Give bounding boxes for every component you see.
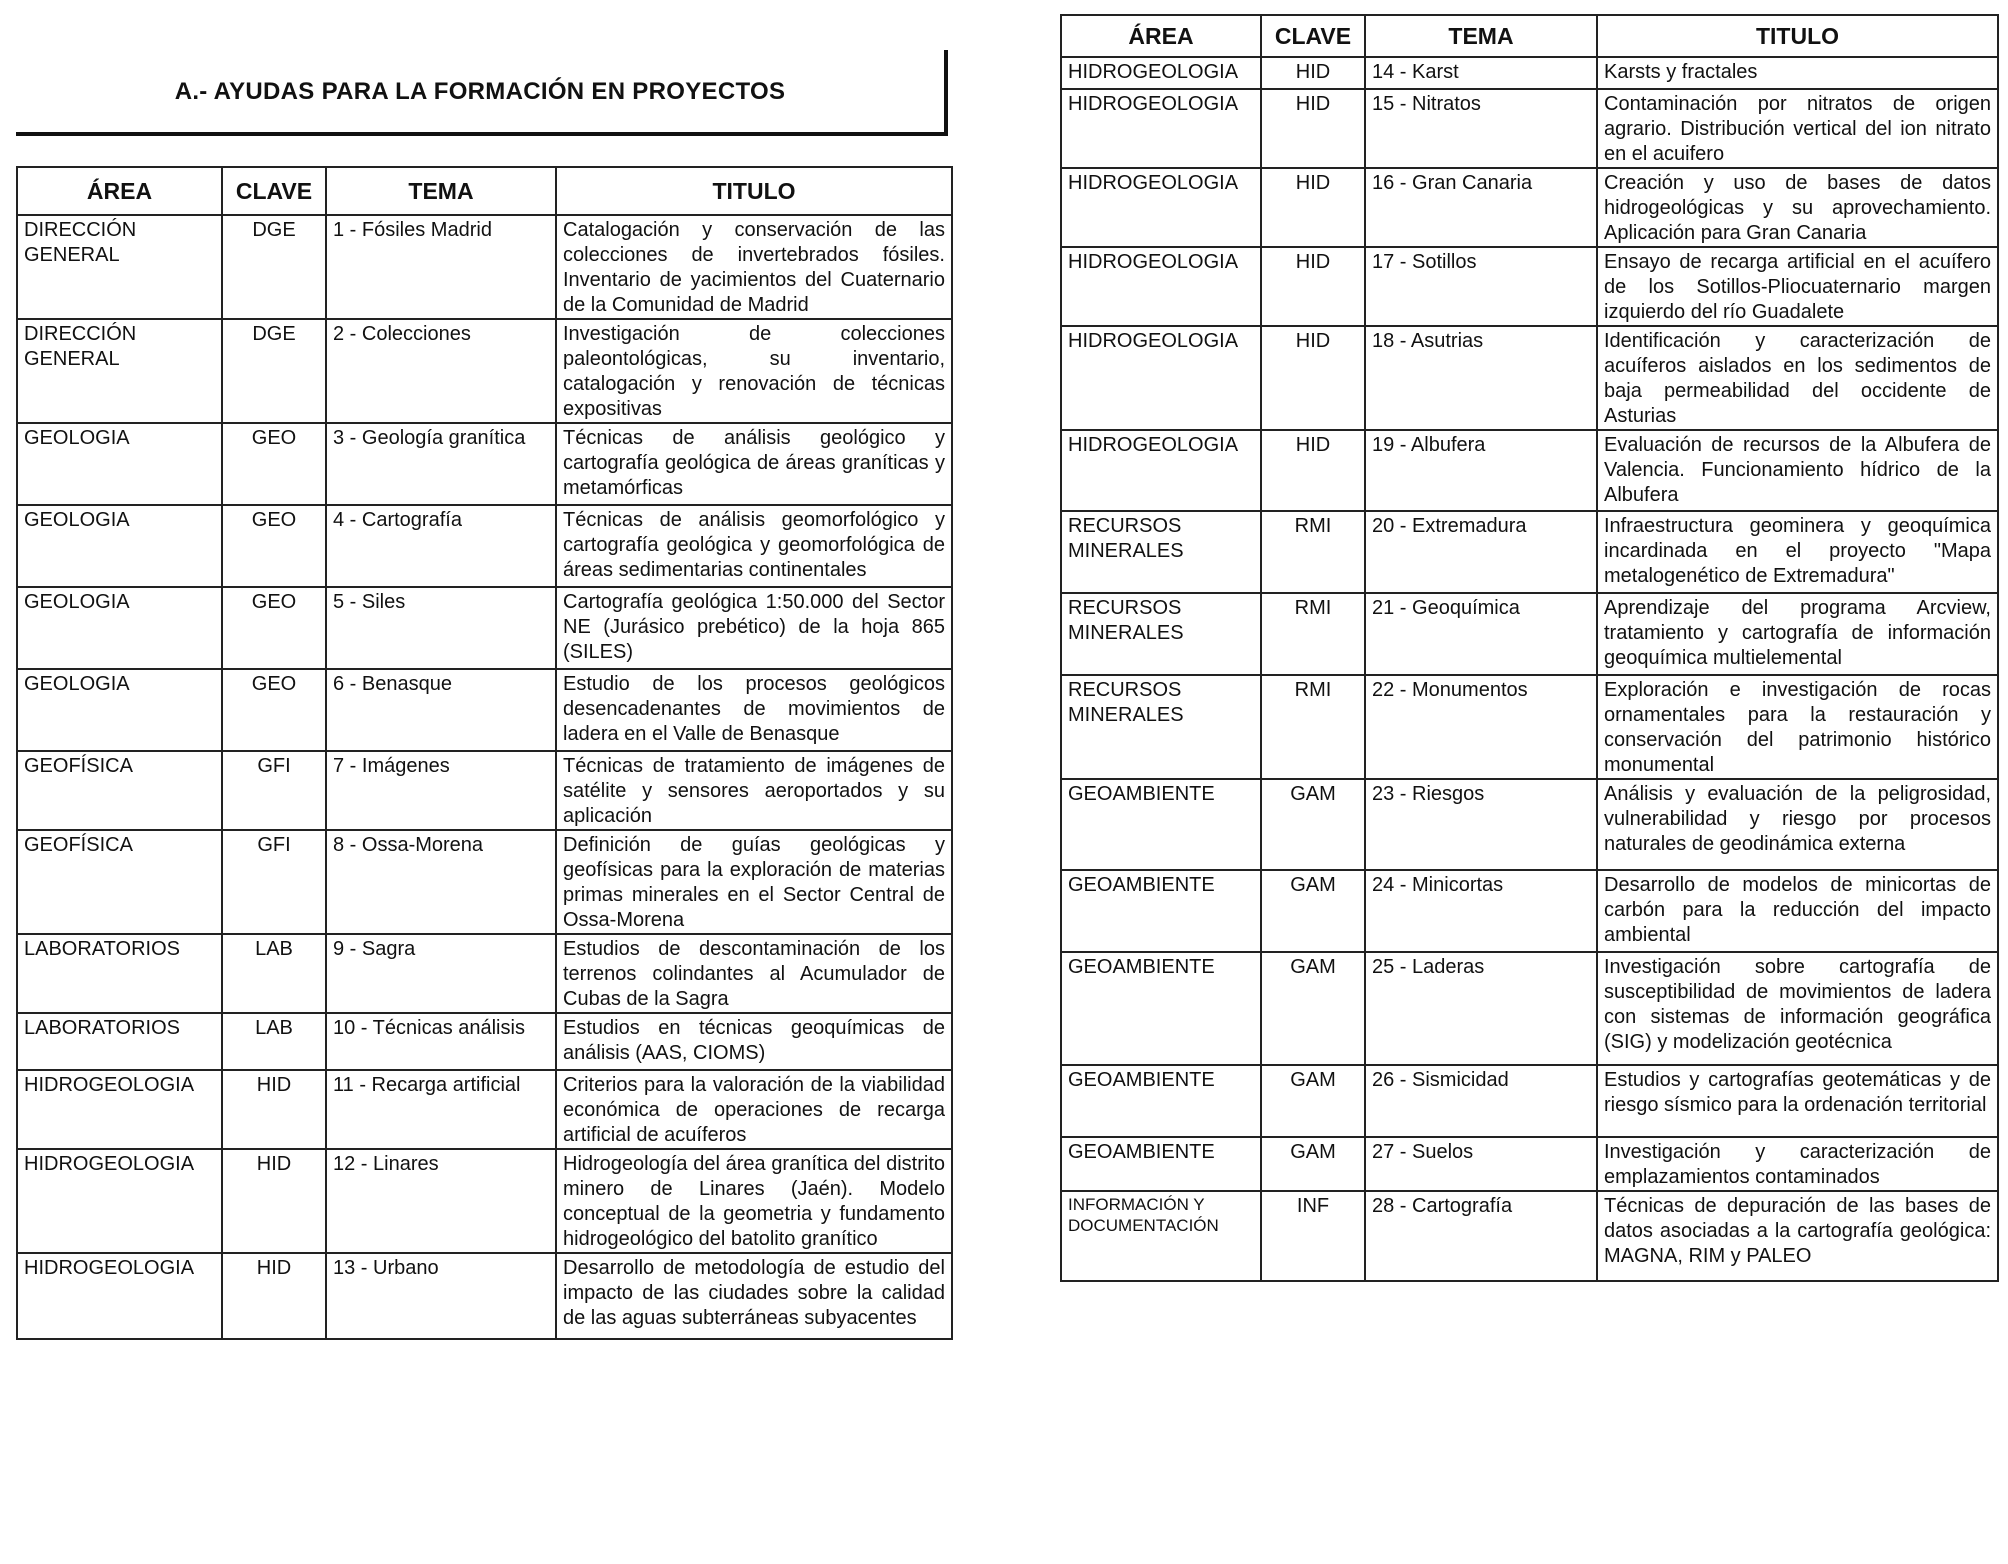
cell-clave: HID (222, 1253, 326, 1339)
cell-clave: HID (1261, 326, 1365, 430)
table-row (17, 587, 952, 669)
cell-titulo: Técnicas de análisis geológico y cartografía geológica de áreas graníticas y metamórficas (556, 423, 952, 505)
cell-area: GEOAMBIENTE (1061, 1137, 1261, 1191)
section-title: A.- AYUDAS PARA LA FORMACIÓN EN PROYECTOS (174, 78, 786, 105)
cell-clave: GFI (222, 751, 326, 830)
cell-area: RECURSOS MINERALES (1061, 675, 1261, 779)
cell-titulo: Evaluación de recursos de la Albufera de Valencia. Funcionamiento hídrico de la Albufera (1597, 430, 1998, 511)
cell-area: HIDROGEOLOGIA (1061, 430, 1261, 511)
cell-tema: 8 - Ossa-Morena (326, 830, 556, 934)
cell-clave: RMI (1261, 511, 1365, 593)
table-row (1061, 247, 1998, 326)
cell-tema: 21 - Geoquímica (1365, 593, 1597, 675)
cell-clave: GFI (222, 830, 326, 934)
table-row (1061, 89, 1998, 168)
cell-tema: 25 - Laderas (1365, 952, 1597, 1065)
table-row (17, 1253, 952, 1339)
cell-titulo: Estudios de descontaminación de los terrenos colindantes al Acumulador de Cubas de la Sagra (556, 934, 952, 1013)
table-row (1061, 1191, 1998, 1281)
table-row (1061, 952, 1998, 1065)
table-header-row (1061, 15, 1998, 57)
cell-titulo: Karsts y fractales (1597, 57, 1998, 89)
cell-area: HIDROGEOLOGIA (1061, 57, 1261, 89)
cell-area: HIDROGEOLOGIA (1061, 247, 1261, 326)
cell-titulo: Estudios y cartografías geotemáticas y de riesgo sísmico para la ordenación territorial (1597, 1065, 1998, 1137)
cell-tema: 7 - Imágenes (326, 751, 556, 830)
cell-clave: GAM (1261, 952, 1365, 1065)
cell-area: LABORATORIOS (17, 1013, 222, 1070)
cell-titulo: Aprendizaje del programa Arcview, tratamiento y cartografía de información geoquímica multielemental (1597, 593, 1998, 675)
cell-tema: 26 - Sismicidad (1365, 1065, 1597, 1137)
cell-tema: 27 - Suelos (1365, 1137, 1597, 1191)
table-row (1061, 1065, 1998, 1137)
table-row (1061, 168, 1998, 247)
cell-titulo: Desarrollo de metodología de estudio del impacto de las ciudades sobre la calidad de las aguas subterráneas subyacentes (556, 1253, 952, 1339)
cell-titulo: Estudio de los procesos geológicos desencadenantes de movimientos de ladera en el Valle de Benasque (556, 669, 952, 751)
cell-tema: 17 - Sotillos (1365, 247, 1597, 326)
cell-clave: GAM (1261, 1065, 1365, 1137)
cell-area: HIDROGEOLOGIA (1061, 326, 1261, 430)
table-row (1061, 675, 1998, 779)
cell-tema: 3 - Geología granítica (326, 423, 556, 505)
header-titulo: TITULO (1597, 15, 1998, 57)
right-page (1060, 0, 2008, 1564)
cell-tema: 12 - Linares (326, 1149, 556, 1253)
cell-area: RECURSOS MINERALES (1061, 593, 1261, 675)
cell-area: GEOLOGIA (17, 505, 222, 587)
cell-clave: HID (222, 1070, 326, 1149)
header-tema: TEMA (326, 167, 556, 215)
cell-tema: 20 - Extremadura (1365, 511, 1597, 593)
cell-tema: 14 - Karst (1365, 57, 1597, 89)
header-tema: TEMA (1365, 15, 1597, 57)
cell-clave: RMI (1261, 675, 1365, 779)
cell-area: GEOLOGIA (17, 423, 222, 505)
cell-tema: 13 - Urbano (326, 1253, 556, 1339)
cell-titulo: Técnicas de tratamiento de imágenes de satélite y sensores aeroportados y su aplicación (556, 751, 952, 830)
cell-titulo: Técnicas de análisis geomorfológico y cartografía geológica y geomorfológica de áreas sedimentarias continentales (556, 505, 952, 587)
cell-tema: 11 - Recarga artificial (326, 1070, 556, 1149)
table-row (17, 934, 952, 1013)
cell-clave: INF (1261, 1191, 1365, 1281)
cell-area: GEOAMBIENTE (1061, 1065, 1261, 1137)
header-clave: CLAVE (1261, 15, 1365, 57)
table-row (17, 1013, 952, 1070)
header-titulo: TITULO (556, 167, 952, 215)
left-page (0, 0, 1000, 1564)
cell-titulo: Infraestructura geominera y geoquímica incardinada en el proyecto "Mapa metalogenético de Extremadura" (1597, 511, 1998, 593)
cell-titulo: Catalogación y conservación de las colecciones de invertebrados fósiles. Inventario de yacimientos del Cuaternario de la Comunidad de Madrid (556, 215, 952, 319)
cell-area: GEOLOGIA (17, 587, 222, 669)
table-row (1061, 870, 1998, 952)
cell-area: GEOAMBIENTE (1061, 870, 1261, 952)
cell-area: HIDROGEOLOGIA (1061, 89, 1261, 168)
cell-tema: 15 - Nitratos (1365, 89, 1597, 168)
table-row (17, 830, 952, 934)
cell-clave: GAM (1261, 870, 1365, 952)
cell-clave: HID (1261, 89, 1365, 168)
cell-titulo: Creación y uso de bases de datos hidrogeológicas y su aprovechamiento. Aplicación para Gran Canaria (1597, 168, 1998, 247)
projects-table-right (1060, 14, 1999, 1282)
cell-tema: 10 - Técnicas análisis (326, 1013, 556, 1070)
cell-titulo: Ensayo de recarga artificial en el acuífero de los Sotillos-Pliocuaternario margen izquierdo del río Guadalete (1597, 247, 1998, 326)
cell-tema: 1 - Fósiles Madrid (326, 215, 556, 319)
cell-area: GEOFÍSICA (17, 751, 222, 830)
cell-titulo: Contaminación por nitratos de origen agrario. Distribución vertical del ion nitrato en el acuifero (1597, 89, 1998, 168)
table-row (17, 215, 952, 319)
table-row (1061, 593, 1998, 675)
cell-clave: GEO (222, 423, 326, 505)
cell-clave: HID (222, 1149, 326, 1253)
cell-titulo: Cartografía geológica 1:50.000 del Sector NE (Jurásico prebético) de la hoja 865 (SILES) (556, 587, 952, 669)
cell-tema: 5 - Siles (326, 587, 556, 669)
cell-titulo: Estudios en técnicas geoquímicas de análisis (AAS, CIOMS) (556, 1013, 952, 1070)
cell-tema: 22 - Monumentos (1365, 675, 1597, 779)
cell-titulo: Análisis y evaluación de la peligrosidad, vulnerabilidad y riesgo por procesos naturales de geodinámica externa (1597, 779, 1998, 870)
cell-area: INFORMACIÓN Y DOCUMENTACIÓN (1061, 1191, 1261, 1281)
table-row (17, 669, 952, 751)
cell-tema: 23 - Riesgos (1365, 779, 1597, 870)
cell-area: HIDROGEOLOGIA (1061, 168, 1261, 247)
cell-titulo: Investigación de colecciones paleontológicas, su inventario, catalogación y renovación de técnicas expositivas (556, 319, 952, 423)
cell-titulo: Identificación y caracterización de acuíferos aislados en los sedimentos de baja permeabilidad del occidente de Asturias (1597, 326, 1998, 430)
table-row (1061, 511, 1998, 593)
cell-tema: 19 - Albufera (1365, 430, 1597, 511)
cell-clave: GEO (222, 587, 326, 669)
table-row (1061, 430, 1998, 511)
cell-area: DIRECCIÓN GENERAL (17, 319, 222, 423)
cell-clave: GAM (1261, 1137, 1365, 1191)
header-area: ÁREA (17, 167, 222, 215)
cell-tema: 28 - Cartografía (1365, 1191, 1597, 1281)
cell-tema: 16 - Gran Canaria (1365, 168, 1597, 247)
cell-area: GEOAMBIENTE (1061, 952, 1261, 1065)
cell-clave: GEO (222, 505, 326, 587)
table-row (17, 505, 952, 587)
cell-area: HIDROGEOLOGIA (17, 1070, 222, 1149)
cell-tema: 9 - Sagra (326, 934, 556, 1013)
cell-tema: 4 - Cartografía (326, 505, 556, 587)
cell-tema: 24 - Minicortas (1365, 870, 1597, 952)
section-header-box (16, 50, 948, 136)
cell-clave: DGE (222, 319, 326, 423)
table-row (17, 1149, 952, 1253)
header-area: ÁREA (1061, 15, 1261, 57)
cell-titulo: Técnicas de depuración de las bases de datos asociadas a la cartografía geológica: MAGNA, RIM y PALEO (1597, 1191, 1998, 1281)
cell-titulo: Hidrogeología del área granítica del distrito minero de Linares (Jaén). Modelo conceptual de la geometria y fundamento hidrogeológico del batolito granítico (556, 1149, 952, 1253)
cell-area: LABORATORIOS (17, 934, 222, 1013)
cell-clave: LAB (222, 1013, 326, 1070)
table-row (17, 319, 952, 423)
cell-area: HIDROGEOLOGIA (17, 1253, 222, 1339)
cell-tema: 18 - Asutrias (1365, 326, 1597, 430)
cell-clave: GEO (222, 669, 326, 751)
table-row (1061, 1137, 1998, 1191)
cell-area: RECURSOS MINERALES (1061, 511, 1261, 593)
cell-clave: HID (1261, 57, 1365, 89)
table-row (17, 423, 952, 505)
cell-clave: DGE (222, 215, 326, 319)
table-row (1061, 779, 1998, 870)
table-row (1061, 57, 1998, 89)
header-clave: CLAVE (222, 167, 326, 215)
cell-titulo: Investigación sobre cartografía de susceptibilidad de movimientos de ladera con sistemas de información geográfica (SIG) y modelización geotécnica (1597, 952, 1998, 1065)
cell-area: DIRECCIÓN GENERAL (17, 215, 222, 319)
cell-titulo: Investigación y caracterización de emplazamientos contaminados (1597, 1137, 1998, 1191)
cell-titulo: Criterios para la valoración de la viabilidad económica de operaciones de recarga artificial de acuíferos (556, 1070, 952, 1149)
projects-table-left (16, 166, 953, 1340)
cell-titulo: Desarrollo de modelos de minicortas de carbón para la reducción del impacto ambiental (1597, 870, 1998, 952)
cell-clave: LAB (222, 934, 326, 1013)
table-row (1061, 326, 1998, 430)
cell-tema: 6 - Benasque (326, 669, 556, 751)
cell-tema: 2 - Colecciones (326, 319, 556, 423)
cell-area: HIDROGEOLOGIA (17, 1149, 222, 1253)
cell-titulo: Definición de guías geológicas y geofísicas para la exploración de materias primas minerales en el Sector Central de Ossa-Morena (556, 830, 952, 934)
cell-clave: RMI (1261, 593, 1365, 675)
cell-area: GEOLOGIA (17, 669, 222, 751)
table-row (17, 751, 952, 830)
cell-clave: HID (1261, 247, 1365, 326)
cell-titulo: Exploración e investigación de rocas ornamentales para la restauración y conservación del patrimonio histórico monumental (1597, 675, 1998, 779)
cell-clave: GAM (1261, 779, 1365, 870)
table-row (17, 1070, 952, 1149)
cell-area: GEOAMBIENTE (1061, 779, 1261, 870)
table-header-row (17, 167, 952, 215)
cell-area: GEOFÍSICA (17, 830, 222, 934)
cell-clave: HID (1261, 430, 1365, 511)
cell-clave: HID (1261, 168, 1365, 247)
